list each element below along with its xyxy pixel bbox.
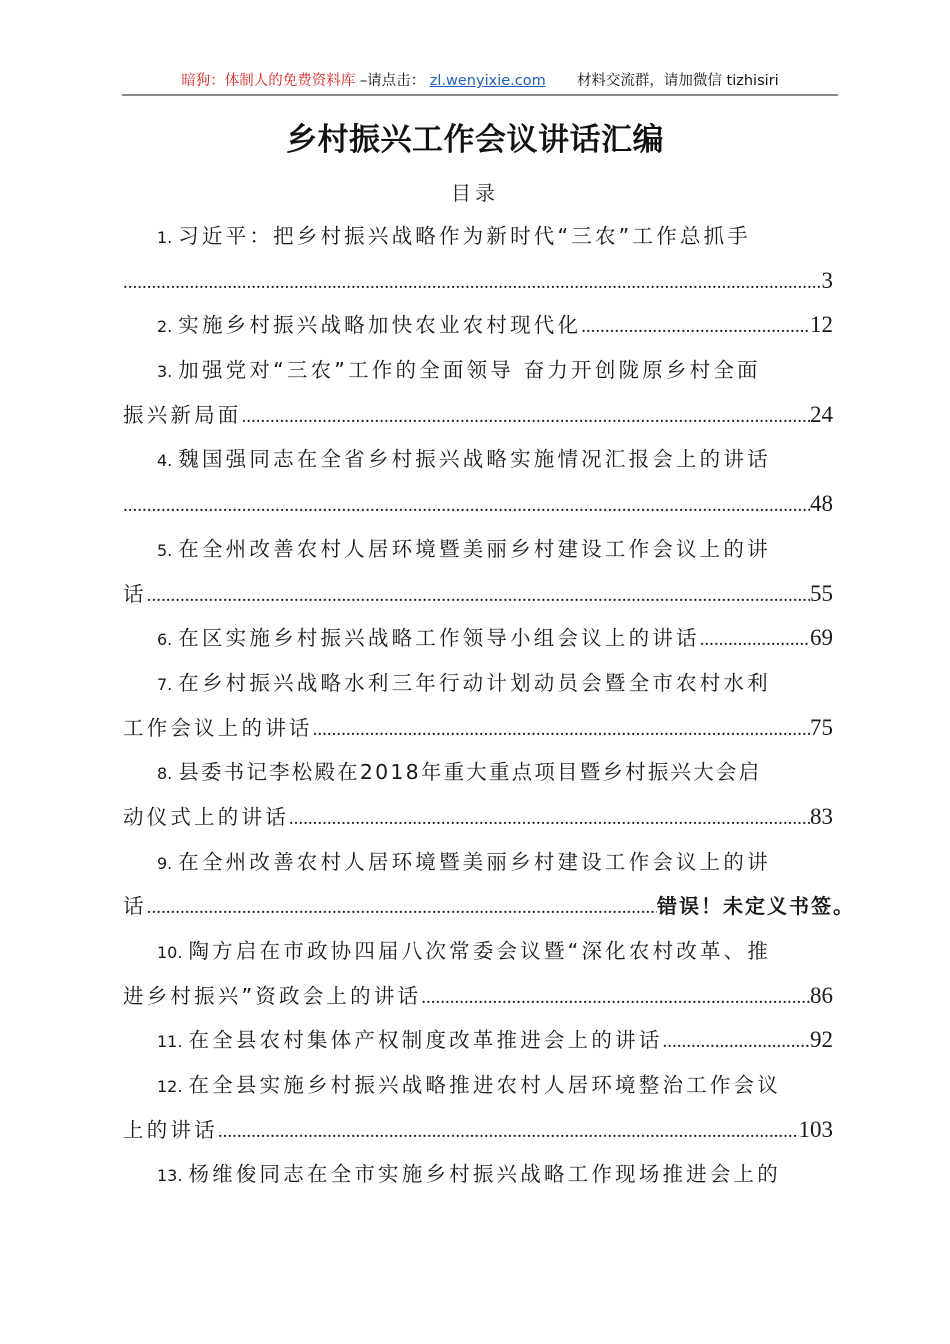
- toc-bookmark-error: 错误！未定义书签。: [657, 894, 855, 919]
- toc-entry-title-continued: 话: [123, 894, 147, 919]
- toc-entry-title-continued: 动仪式上的讲话: [123, 804, 289, 829]
- leader-dots: [147, 886, 657, 931]
- toc-page-number: 69: [810, 625, 833, 651]
- toc-entry-12[interactable]: [123, 1063, 833, 1108]
- toc-entry-title: 县委书记李松殿在2018年重大重点项目暨乡村振兴大会启: [178, 760, 762, 785]
- leader-dots: [123, 484, 810, 529]
- toc-page-number: 75: [810, 714, 833, 740]
- header-website-link[interactable]: zl.wenyixie.com: [429, 73, 546, 89]
- toc-entry-9-continued[interactable]: [123, 884, 855, 929]
- toc-entry-number: 3.: [157, 362, 173, 382]
- toc-entry-title: 加强党对“三农”工作的全面领导 奋力开创陇原乡村全面: [178, 358, 761, 383]
- toc-entry-title: 在全州改善农村人居环境暨美丽乡村建设工作会议上的讲: [178, 536, 771, 561]
- toc-page-number: 12: [810, 312, 833, 338]
- table-of-contents: [123, 214, 855, 1197]
- toc-entry-title-continued: 进乡村振兴”资政会上的讲话: [123, 983, 422, 1008]
- leader-dots: [662, 1020, 810, 1065]
- header-contact-info: 材料交流群，请加微信 tizhisiri: [576, 73, 779, 89]
- toc-entry-3-continued[interactable]: [123, 393, 833, 438]
- toc-page-number: 48: [810, 491, 833, 517]
- toc-entry-4-leader[interactable]: [123, 482, 833, 527]
- toc-entry-number: 7.: [157, 674, 173, 694]
- toc-page-number: 55: [810, 580, 833, 606]
- toc-entry-number: 11.: [157, 1032, 183, 1052]
- toc-entry-number: 2.: [157, 317, 173, 337]
- toc-entry-5[interactable]: [123, 527, 833, 572]
- leader-dots: [581, 305, 810, 350]
- leader-dots: [700, 618, 810, 663]
- toc-entry-title: 在全县实施乡村振兴战略推进农村人居环境整治工作会议: [188, 1073, 781, 1098]
- leader-dots: [218, 1110, 799, 1155]
- leader-dots: [313, 708, 810, 753]
- toc-heading: 目录: [451, 181, 499, 205]
- toc-entry-title-continued: 工作会议上的讲话: [123, 715, 313, 740]
- header-click-prompt: –请点击：: [359, 73, 426, 89]
- toc-entry-title: 在全州改善农村人居环境暨美丽乡村建设工作会议上的讲: [178, 849, 771, 874]
- toc-entry-number: 5.: [157, 540, 173, 560]
- page-header-banner: [122, 70, 838, 96]
- toc-entry-1[interactable]: [123, 214, 833, 259]
- toc-entry-number: 6.: [157, 630, 173, 650]
- toc-entry-5-continued[interactable]: [123, 572, 833, 617]
- toc-entry-4[interactable]: [123, 437, 833, 482]
- toc-entry-2[interactable]: [123, 303, 833, 348]
- toc-entry-12-continued[interactable]: [123, 1108, 833, 1153]
- toc-entry-9[interactable]: [123, 840, 833, 885]
- document-title: 乡村振兴工作会议讲话汇编: [286, 122, 664, 158]
- toc-entry-10-continued[interactable]: [123, 974, 833, 1019]
- toc-entry-1-leader[interactable]: [123, 259, 833, 304]
- leader-dots: [147, 574, 810, 619]
- toc-entry-title: 陶方启在市政协四届八次常委会议暨“深化农村改革、推: [188, 939, 772, 963]
- header-site-name: 暗狗：体制人的免费资料库: [181, 73, 356, 89]
- toc-page-number: 24: [810, 401, 833, 427]
- toc-page-number: 3: [821, 267, 833, 293]
- toc-entry-number: 10.: [157, 943, 183, 962]
- toc-entry-title: 在全县农村集体产权制度改革推进会上的讲话: [188, 1028, 663, 1053]
- toc-entry-3[interactable]: [123, 348, 833, 393]
- leader-dots: [242, 395, 811, 440]
- toc-entry-8-continued[interactable]: [123, 795, 833, 840]
- toc-entry-title: 在区实施乡村振兴战略工作领导小组会议上的讲话: [178, 626, 700, 651]
- toc-entry-6[interactable]: [123, 616, 833, 661]
- toc-entry-title: 魏国强同志在全省乡村振兴战略实施情况汇报会上的讲话: [178, 447, 771, 472]
- toc-entry-number: 1.: [157, 228, 173, 247]
- toc-page-number: 83: [810, 803, 833, 829]
- toc-entry-number: 12.: [157, 1077, 183, 1097]
- toc-entry-number: 9.: [157, 853, 173, 873]
- toc-entry-title-continued: 上的讲话: [123, 1117, 218, 1142]
- toc-entry-title: 习近平：把乡村振兴战略作为新时代“三农”工作总抓手: [178, 224, 752, 248]
- toc-entry-title-continued: 话: [123, 581, 147, 606]
- toc-entry-11[interactable]: [123, 1018, 833, 1063]
- toc-entry-8[interactable]: [123, 750, 833, 795]
- leader-dots: [123, 261, 822, 306]
- toc-entry-7[interactable]: [123, 661, 833, 706]
- toc-page-number: 103: [798, 1116, 833, 1142]
- toc-entry-7-continued[interactable]: [123, 706, 833, 751]
- toc-entry-title-continued: 振兴新局面: [123, 402, 242, 427]
- toc-entry-13[interactable]: [123, 1152, 833, 1197]
- toc-page-number: 92: [810, 1027, 833, 1053]
- toc-entry-title: 在乡村振兴战略水利三年行动计划动员会暨全市农村水利: [178, 670, 771, 695]
- toc-entry-number: 8.: [157, 764, 173, 784]
- toc-entry-title: 杨维俊同志在全市实施乡村振兴战略工作现场推进会上的: [188, 1162, 781, 1187]
- toc-page-number: 86: [810, 982, 833, 1008]
- leader-dots: [421, 976, 810, 1021]
- toc-entry-number: 13.: [157, 1166, 183, 1186]
- leader-dots: [289, 797, 810, 842]
- toc-entry-title: 实施乡村振兴战略加快农业农村现代化: [178, 313, 582, 338]
- toc-entry-10[interactable]: [123, 929, 833, 974]
- toc-entry-number: 4.: [157, 451, 173, 471]
